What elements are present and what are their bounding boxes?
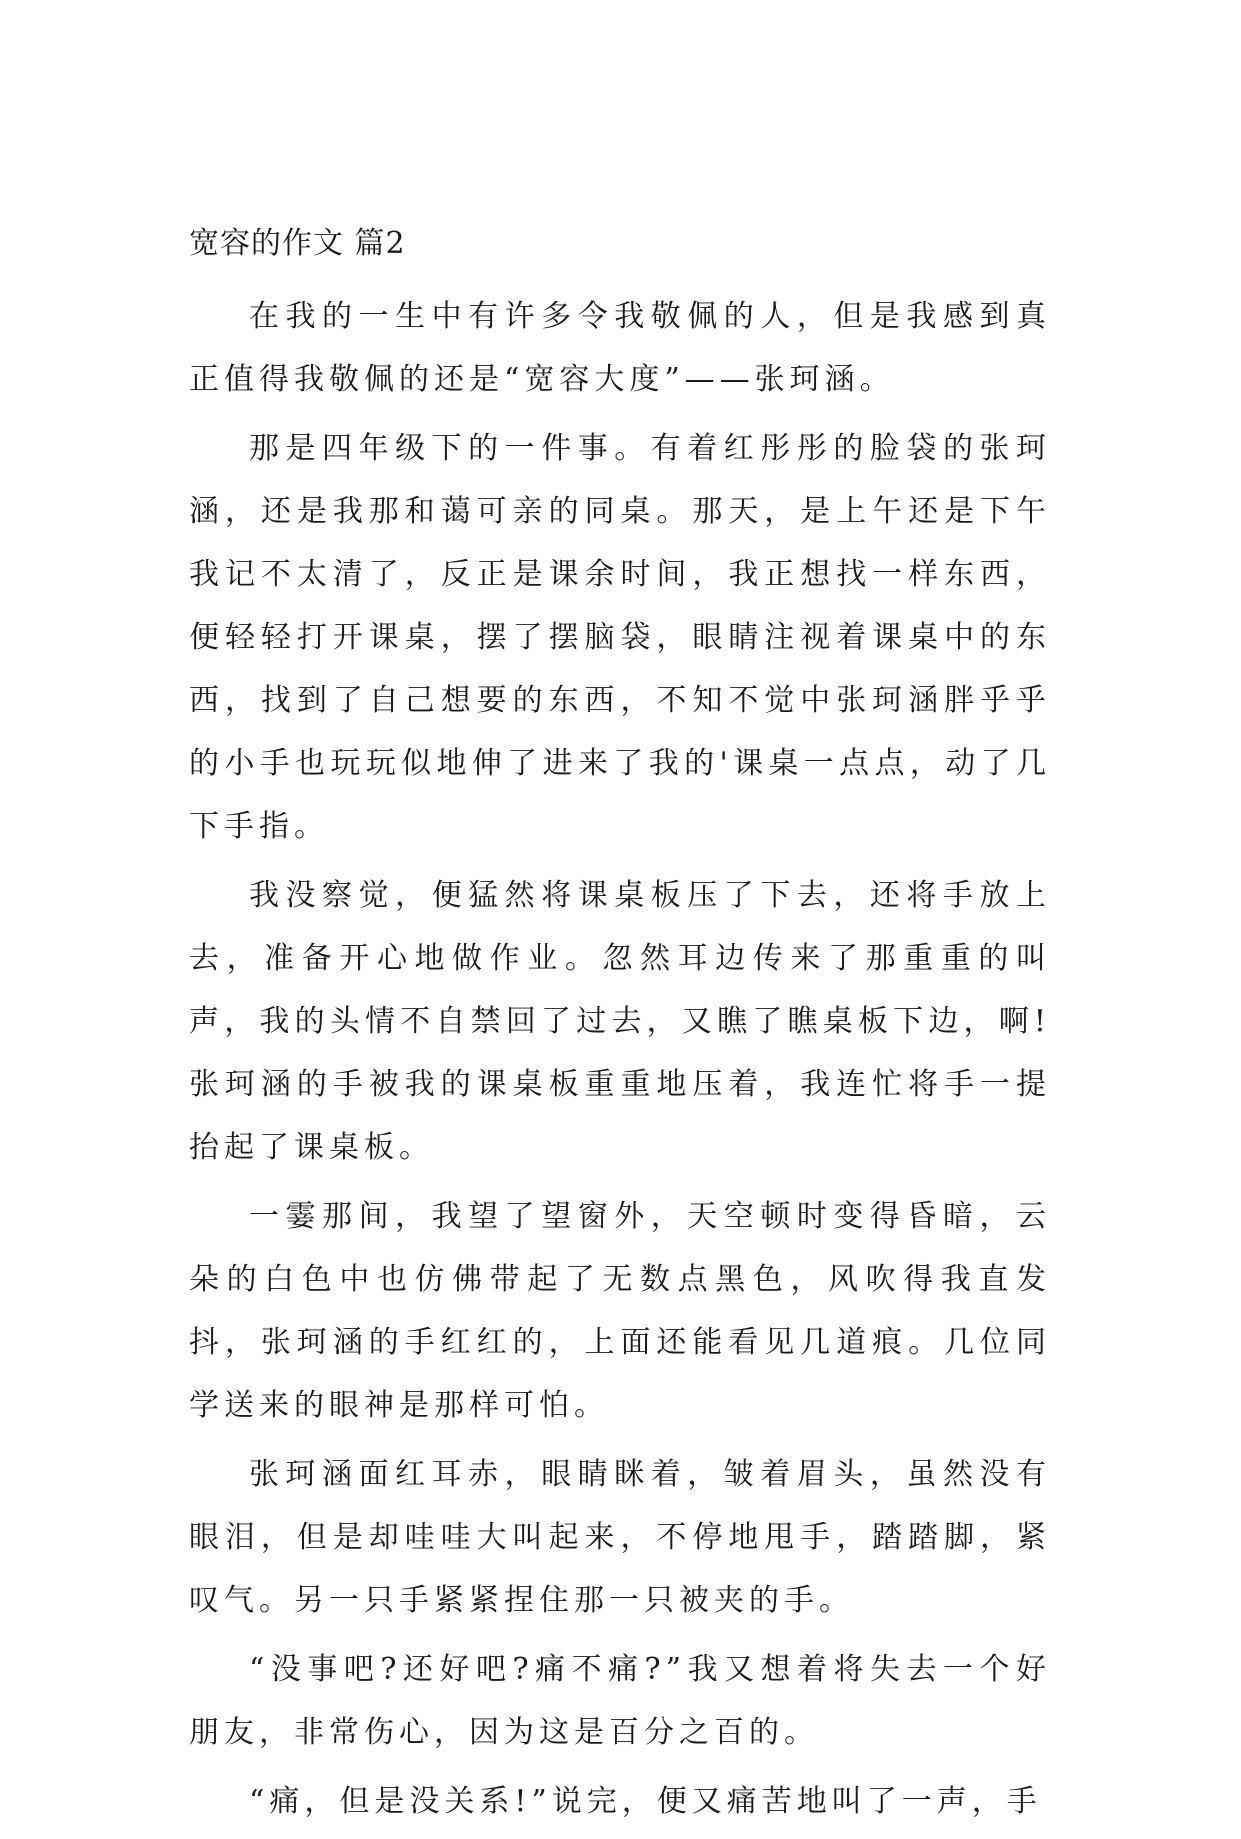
paragraph-6: “没事吧?还好吧?痛不痛?”我又想着将失去一个好朋友，非常伤心，因为这是百分之百的。 — [189, 1652, 1051, 1750]
document-page — [189, 222, 1051, 1839]
paragraph-7: “痛，但是没关系!”说完，便又痛苦地叫了一声，手 — [249, 1784, 1042, 1819]
paragraph-2: 那是四年级下的一件事。有着红彤彤的脸袋的张珂涵，还是我那和蔼可亲的同桌。那天，是上午还是下午我记不太清了，反正是课余时间，我正想找一样东西，便轻轻打开课桌，摆了摆脑袋，眼睛注视着课桌中的东西，找到了自己想要的东西，不知不觉中张珂涵胖乎乎的小手也玩玩似地伸了进来了我的'课桌一点点，动了几下手指。 — [189, 431, 1051, 844]
paragraph-4: 一霎那间，我望了望窗外，天空顿时变得昏暗，云朵的白色中也仿佛带起了无数点黑色，风吹得我直发抖，张珂涵的手红红的，上面还能看见几道痕。几位同学送来的眼神是那样可怕。 — [189, 1199, 1051, 1423]
paragraph-3: 我没察觉，便猛然将课桌板压了下去，还将手放上去，准备开心地做作业。忽然耳边传来了那重重的叫声，我的头情不自禁回了过去，又瞧了瞧桌板下边，啊!张珂涵的手被我的课桌板重重地压着，我连忙将手一提抬起了课桌板。 — [189, 878, 1051, 1165]
paragraph-1: 在我的一生中有许多令我敬佩的人，但是我感到真正值得我敬佩的还是“宽容大度”——张珂涵。 — [189, 299, 1051, 397]
document-title: 宽容的作文 篇2 — [189, 226, 406, 261]
paragraph-5: 张珂涵面红耳赤，眼睛眯着，皱着眉头，虽然没有眼泪，但是却哇哇大叫起来，不停地甩手，踏踏脚，紧叹气。另一只手紧紧捏住那一只被夹的手。 — [189, 1457, 1051, 1618]
